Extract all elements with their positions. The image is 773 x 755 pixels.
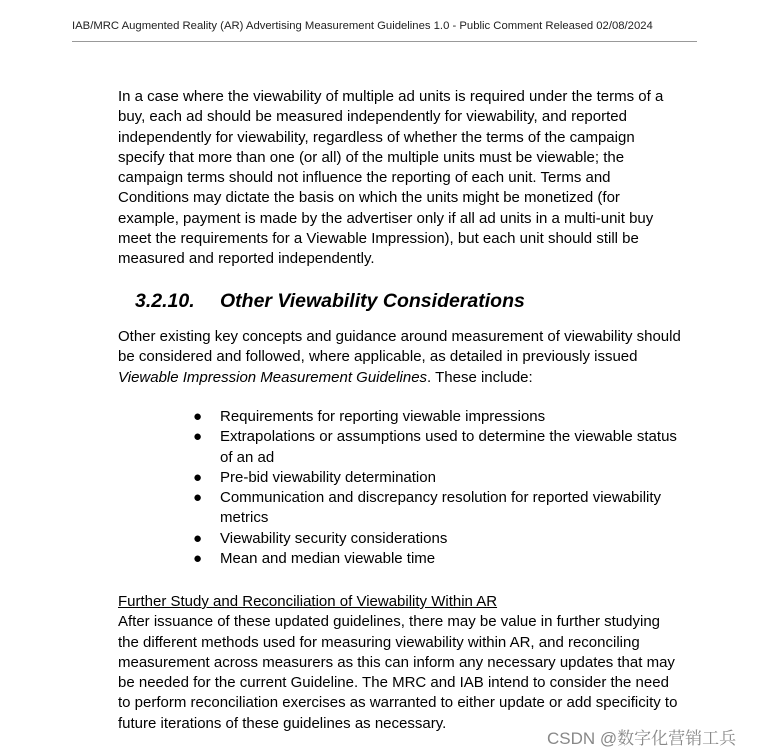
bullet-icon: ●	[193, 408, 203, 425]
bullet-icon: ●	[193, 428, 203, 446]
item-text: Extrapolations or assumptions used to determine the viewable status	[220, 428, 677, 446]
list-item	[0, 549, 677, 569]
text-line: independently for viewability, regardless of whether the terms of the campaign	[118, 128, 635, 146]
text-line: buy, each ad should be measured independently for viewability, and reported	[118, 108, 627, 126]
paragraph-further-study	[118, 592, 677, 734]
page-header: IAB/MRC Augmented Reality (AR) Advertising Measurement Guidelines 1.0 - Public Comment Released 02/08/2024	[72, 20, 653, 32]
section-title: Other Viewability Considerations	[220, 290, 525, 312]
list-item	[0, 427, 677, 468]
bullet-icon: ●	[193, 529, 203, 547]
item-text: Requirements for reporting viewable impressions	[220, 408, 546, 425]
paragraph-other-considerations	[118, 327, 681, 388]
text-line: be considered and followed, where applicable, as detailed in previously issued	[118, 348, 638, 366]
subheading: Further Study and Reconciliation of Viewability Within AR	[118, 593, 498, 610]
list-item	[0, 529, 677, 549]
item-text: Communication and discrepancy resolution for reported viewability	[220, 489, 662, 507]
list-item	[0, 468, 677, 488]
bullet-icon: ●	[193, 489, 203, 507]
guidelines-title: Viewable Impression Measurement Guidelines	[118, 368, 428, 386]
text-line: Other existing key concepts and guidance around measurement of viewability should	[118, 328, 681, 345]
item-text: Viewability security considerations	[220, 529, 448, 547]
text-line: example, payment is made by the advertiser only if all ad units in a multi-unit buy	[118, 209, 654, 227]
watermark: CSDN @数字化营销工兵	[547, 729, 737, 748]
text-line: Conditions may dictate the basis on which the units might be monetized (for	[118, 189, 620, 207]
bullet-list	[0, 407, 677, 569]
section-number: 3.2.10.	[135, 290, 195, 312]
header-divider	[72, 41, 697, 42]
text-line: be needed for the current Guideline. The MRC and IAB intend to consider the need	[118, 674, 669, 692]
text-line: measurement across measurers as this can inform any necessary updates that may	[118, 653, 675, 671]
text-line: After issuance of these updated guidelines, there may be value in further studying	[118, 613, 660, 631]
text-line: to perform reconciliation exercises as warranted to either update or add specificity to	[118, 694, 678, 712]
list-item	[0, 407, 677, 427]
paragraph-multiple-ad-units	[118, 87, 663, 270]
text-fragment: . These include:	[427, 368, 533, 386]
text-line: meet the requirements for a Viewable Impression), but each unit should still be	[118, 230, 639, 248]
list-item	[0, 488, 677, 529]
item-text: metrics	[220, 509, 269, 527]
item-text: of an ad	[220, 448, 275, 466]
bullet-icon: ●	[193, 468, 203, 486]
text-line: specify that more than one (or all) of the multiple units must be viewable; the	[118, 148, 625, 166]
text-line: measured and reported independently.	[118, 250, 375, 268]
text-line: In a case where the viewability of multiple ad units is required under the terms of a	[118, 88, 664, 105]
item-text: Mean and median viewable time	[220, 550, 436, 568]
text-line	[118, 368, 681, 388]
text-line: campaign terms should not influence the reporting of each unit. Terms and	[118, 169, 611, 187]
item-text: Pre-bid viewability determination	[220, 468, 436, 486]
text-line: future iterations of these guidelines as necessary.	[118, 714, 447, 732]
text-line: the different methods used for measuring viewability within AR, and reconciling	[118, 633, 640, 651]
bullet-icon: ●	[193, 550, 203, 568]
